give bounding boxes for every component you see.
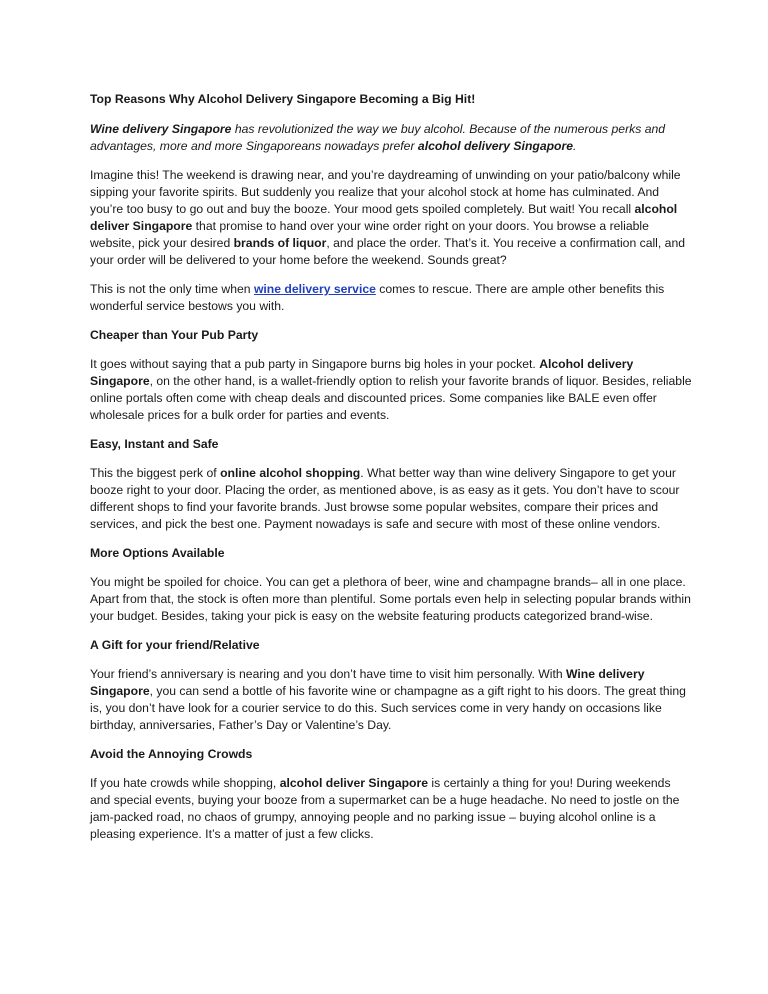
heading-cheaper: Cheaper than Your Pub Party (90, 328, 259, 342)
paragraph-options (90, 574, 692, 625)
s5-text-2: is certainly a thing for you! During weekends and special events, buying your booze from a supermarket can be a huge headache. No need to jostle on the jam-packed road, no chaos of grumpy, annoying people and no parking issue – buying alcohol online is a pleasing experience. It’s a matter of just a few clicks. (90, 776, 680, 841)
s2-bold-1: online alcohol shopping (220, 466, 361, 480)
paragraph-cheaper (90, 356, 692, 424)
para1-bold-2: brands of liquor (233, 236, 327, 250)
para1-text-2: that promise to hand over your wine order right on your doors. You browse a reliable website, pick your desired (90, 219, 649, 250)
paragraph-easy (90, 465, 692, 533)
paragraph-benefits (90, 281, 692, 315)
wine-delivery-service-link[interactable]: wine delivery service (253, 282, 376, 296)
heading-gift: A Gift for your friend/Relative (90, 638, 260, 652)
s2-text-1: This the biggest perk of (90, 466, 221, 480)
para1-text-1: Imagine this! The weekend is drawing near, and you’re daydreaming of unwinding on your patio/balcony while sipping your favorite spirits. But suddenly you realize that your alcohol stock at home has culminated. And you’re too busy to go out and buy the booze. Your mood gets spoiled completely. But wait! You recall (90, 168, 681, 216)
s4-text-1: Your friend’s anniversary is nearing and you don’t have time to visit him personally. With (90, 667, 567, 681)
paragraph-imagine (90, 167, 692, 269)
heading-crowds: Avoid the Annoying Crowds (90, 747, 253, 761)
s5-text-1: If you hate crowds while shopping, (90, 776, 280, 790)
para1-text-3: , and place the order. That’s it. You receive a confirmation call, and your order will be delivered to your home before the weekend. Sounds great? (90, 236, 685, 267)
intro-text-1: has revolutionized the way we buy alcohol. Because of the numerous perks and advantages, more and more Singaporeans nowadays prefer (90, 122, 666, 153)
heading-options: More Options Available (90, 546, 225, 560)
para1-bold-1: alcohol deliver Singapore (90, 202, 678, 233)
s2-text-2: . What better way than wine delivery Singapore to get your booze right to your door. Placing the order, as mentioned above, is as easy as it gets. You don’t have to scour different shops to find your favorite brands. Just browse some popular websites, compare their prices and services, and pick the best one. Payment nowadays is safe and secure with most of these online vendors. (90, 466, 680, 531)
heading-easy: Easy, Instant and Safe (90, 437, 219, 451)
s4-text-2: , you can send a bottle of his favorite wine or champagne as a gift right to his doors. The great thing is, you don’t have look for a courier service to do this. Such services come in very handy on occasions like birthday, anniversaries, Father’s Day or Valentine’s Day. (90, 684, 686, 732)
para2-text-2: comes to rescue. There are ample other benefits this wonderful service bestows you with. (90, 282, 665, 313)
s1-bold-1: Alcohol delivery Singapore (90, 357, 634, 388)
s3-text-1: You might be spoiled for choice. You can get a plethora of beer, wine and champagne brands– all in one place. Apart from that, the stock is often more than plentiful. Some portals even help in selecting popular brands within your budget. Besides, taking your pick is easy on the website featuring products categorized brand-wise. (90, 575, 691, 623)
s5-bold-1: alcohol deliver Singapore (279, 776, 429, 790)
s1-text-1: It goes without saying that a pub party in Singapore burns big holes in your pocket. (90, 357, 540, 371)
document-title: Top Reasons Why Alcohol Delivery Singapore Becoming a Big Hit! (90, 92, 476, 106)
intro-bold-2: alcohol delivery Singapore (417, 139, 574, 153)
paragraph-gift (90, 666, 692, 734)
intro-paragraph (90, 121, 692, 155)
s4-bold-1: Wine delivery Singapore (90, 667, 645, 698)
s1-text-2: , on the other hand, is a wallet-friendly option to relish your favorite brands of liquor. Besides, reliable online portals often come with cheap deals and discounted prices. Some companies like BALE even offer wholesale prices for a bulk order for parties and events. (90, 374, 692, 422)
paragraph-crowds (90, 775, 692, 843)
intro-text-2: . (573, 139, 577, 153)
intro-bold-1: Wine delivery Singapore (90, 122, 232, 136)
para2-text-1: This is not the only time when (90, 282, 254, 296)
